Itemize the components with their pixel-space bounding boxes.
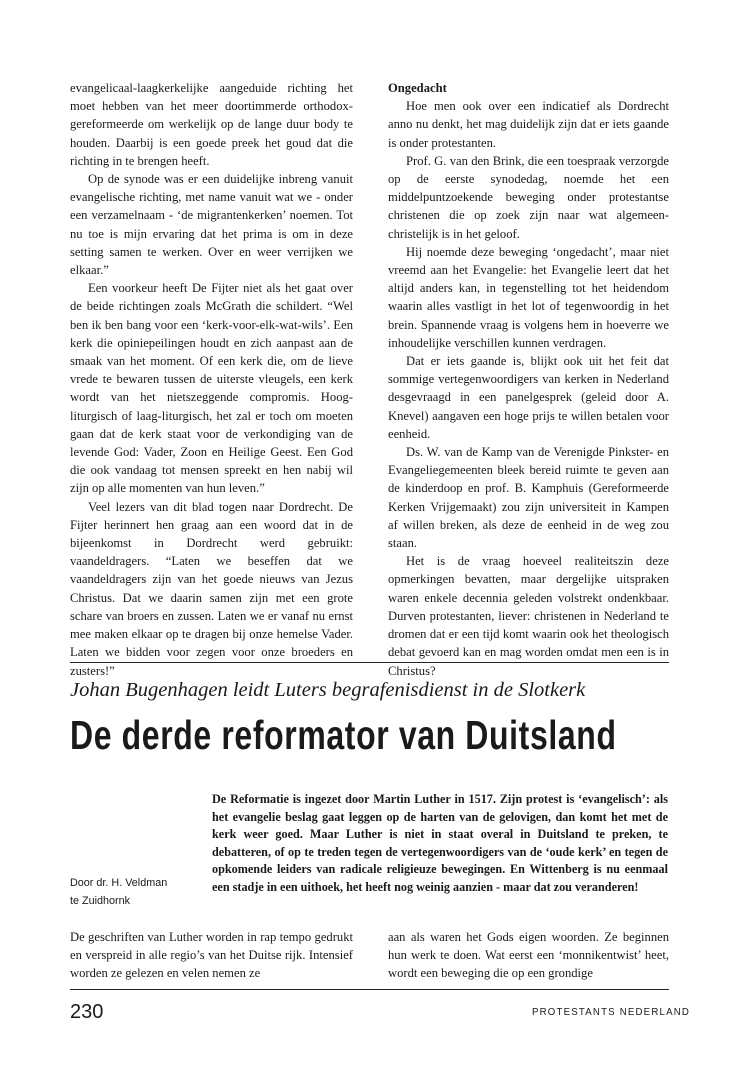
body-paragraph: Veel lezers van dit blad togen naar Dordrecht. De Fijter herinnert hen graag aan een woord dat in de bijeenkomst in Dordrecht werd gebruikt: vaandeldragers. “Laten we beseffen dat we vaandeldragers zijn van het goede nieuws van Jezus Christus. Dat we daarin samen zijn met een grote schare van broers en zussen. Laten we er vanaf nu ernst mee maken elkaar op te dragen bij onze hemelse Vader. Laten we bidden voor zegen voor onze broeders en zusters!” [70,499,353,678]
footer-divider [70,989,669,990]
page-number: 230 [70,1001,104,1023]
article-headline: De derde reformator van Duitsland [70,712,617,758]
body-paragraph: Ds. W. van de Kamp van de Verenigde Pinkster- en Evangeliegemeenten bleek bereid ruimte te geven aan de kinderdoop en prof. B. Kamphuis (Gereformeerde Kerken Vrijgemaakt) zou zijn universiteit in Kampen af willen breken, als deze de eenheid in de weg zou staan. [388,445,669,551]
left-text-column [70,79,353,680]
article-lead: De Reformatie is ingezet door Martin Luther in 1517. Zijn protest is ‘evangelisch’: als het evangelie beslag gaat leggen op de harten van de gelovigen, dan komt het met de kerk weer goed. Maar Luther is niet in staat overal in Duitsland te preken, te debatteren, of op te treden tegen de vertegenwoordigers van de ‘oude kerk’ en tegen de opkomende leiders van radicale religieuze bewegingen. En Wittenberg is nu eenmaal een stadje in een uithoek, het heeft nog weinig aanzien - maar dat zou veranderen! [212,792,668,894]
body-paragraph: Een voorkeur heeft De Fijter niet als het gaat over de beide richtingen zoals McGrath die schildert. “Wel ben ik ben bang voor een ‘kerk-voor-elk-wat-wils’. Een kerk die opiniepeilingen houdt en zich aanpast aan de smaak van het moment. Of een kerk die, om de lieve vrede te bewaren tussen de uiterste vleugels, een kerk wordt van het nietszeggende compromis. Hoog-liturgisch of laag-liturgisch, het zal er toch om moeten gaan dat de kerk staat voor de verkondiging van de levende God: Vader, Zoon en Heilige Geest. Een God die ook vandaag tot mensen spreekt en hen nabij wil zijn op alle momenten van hun leven.” [70,281,353,496]
body-paragraph: Hij noemde deze beweging ‘ongedacht’, maar niet vreemd aan het Evangelie: het Evangelie leert dat het altijd anders kan, in tegenstelling tot het heidendom waarin alles vastligt in het lot of tegenwoordig in het brein. Spannende vraag is volgens hem in hoeverre we inhoudelijke verschillen kunnen verdragen. [388,244,669,350]
body-paragraph: Hoe men ook over een indicatief als Dordrecht anno nu denkt, het mag duidelijk zijn dat er iets gaande is onder protestanten. [388,99,669,150]
article-body-left: De geschriften van Luther worden in rap tempo gedrukt en verspreid in alle regio’s van het Duitse rijk. Intensief worden ze gelezen en velen nemen ze [70,930,353,981]
byline-place: te Zuidhornk [70,895,131,907]
right-text-column [388,79,669,680]
article-body-right: aan als waren het Gods eigen woorden. Ze beginnen hun werk te doen. Wat eerst een ‘monnikentwist’ heet, wordt een beweging die op een grondige [388,930,669,981]
section-subheading: Ongedacht [388,81,447,95]
byline-author: Door dr. H. Veldman [70,877,168,889]
body-paragraph: Op de synode was er een duidelijke inbreng vanuit evangelische richting, met name vanuit wat we - onder een verzamelnaam - ‘de migrantenkerken’ noemen. Tot nu toe is mijn ervaring dat het prima is om in deze setting samen te werken. Over en weer verrijken we elkaar.” [70,172,353,278]
section-divider [70,662,669,663]
article-subtitle: Johan Bugenhagen leidt Luters begrafenisdienst in de Slotkerk [70,679,586,701]
body-paragraph: Dat er iets gaande is, blijkt ook uit het feit dat sommige vertegenwoordigers van kerken in Nederland desgevraagd in een panelgesprek (geleid door A. Knevel) aangaven een hoge prijs te willen betalen voor eenheid. [388,354,669,441]
body-paragraph: evangelicaal-laagkerkelijke aangeduide richting het moet hebben van het meer doortimmerde orthodox-gereformeerde om werkelijk op de lange duur body te houden. Daarbij is een goede preek het goud dat die richting in te brengen heeft. [70,81,353,168]
author-byline [70,874,210,910]
magazine-name: PROTESTANTS NEDERLAND [532,1006,691,1018]
body-paragraph: Het is de vraag hoeveel realiteitszin deze opmerkingen bevatten, maar dergelijke uitspraken waren enkele decennia geleden volstrekt ondenkbaar. Durven protestanten, liever: christenen in Nederland te dromen dat er een tijd komt waarin ook het theologisch debat gevoerd kan en mag worden omdat men een is in Christus? [388,554,669,678]
body-paragraph: Prof. G. van den Brink, die een toespraak verzorgde op de eerste synodedag, noemde het een middelpuntzoekende beweging onder protestantse christenen die op zoek zijn naar wat algemeen-christelijk is in het geloof. [388,153,669,241]
